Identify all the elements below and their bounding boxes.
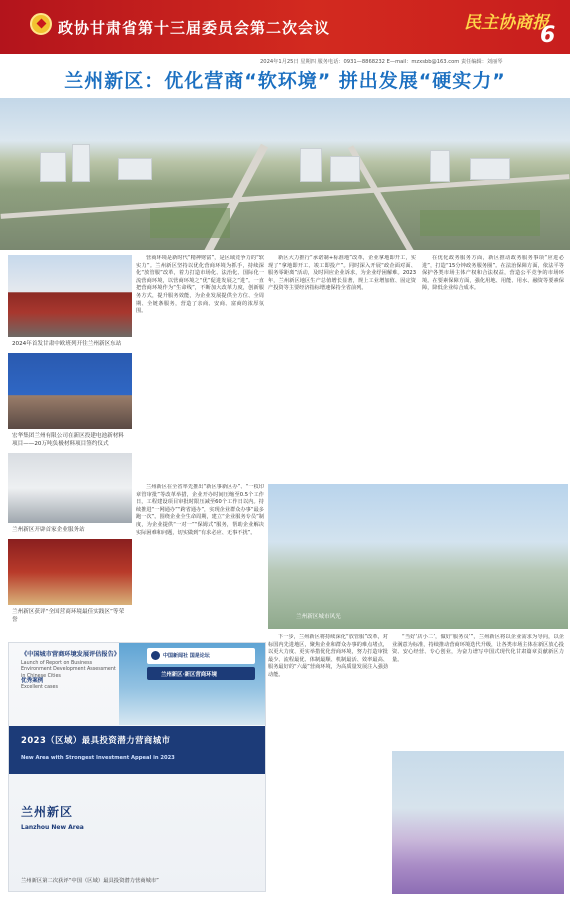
photo-sidebar — [8, 255, 132, 629]
article-column-1b: 兰州新区在全省率先推出“新区事新区办”、“一枚印章管审批”等改革举措，企业开办时间压缩至0.5个工作日，工程建设项目审批时限压减至60个工作日以内。持续推进“一网通办”“跨省通办”，实现企业群众办事“最多跑一次”。围绕企业全生命周期，建立“企业服务专员”制度，为企业提供“一对一”“保姆式”服务，帮助企业解决实际困难和问题，切实做到“有求必应、无事不扰”。 — [136, 484, 264, 536]
ad-report-title: 《中国城市营商环境发展评估报告》 — [21, 651, 120, 658]
flower-field-photo — [392, 751, 564, 894]
award-advertisement — [8, 642, 266, 892]
caption-signing: 宏华集团兰州有限公司在新区投建电池新材料项目——20万吨负极材料项目签约仪式 — [12, 433, 124, 447]
ad-logo-lanzhou: 兰州新区·新区营商环境 — [147, 667, 255, 680]
ad-area-name: 兰州新区 — [21, 805, 74, 819]
ad-logo-news: 中国新闻社 国是论坛 — [147, 648, 255, 664]
article-column-2: 新区大力推行“承诺制+标准地”改革，企业拿地即开工，实现了“拿地即开工、竣工即投产”。同时深入开展“政企面对面、服务零距离”活动，及时回应企业诉求，为企业纾困解难。2023年，兰州新区地区生产总值增长显著，规上工业增加值、固定资产投资等主要经济指标增速保持全省前列。 — [268, 255, 416, 292]
award-photo — [8, 539, 132, 605]
article-column-5: “当好‘店小二’，做好‘服务员’”，兰州新区将以企业需求为导向，以企业满意为标准，持续推动营商环境迭代升级，让各类市场主体在新区放心投资、安心经营、专心创业，为奋力谱写中国式现代化甘肃篇章贡献新区力量。 — [392, 634, 564, 663]
ad-footnote: 兰州新区第二次获评“中国（区域）最具投资潜力营商城市” — [21, 878, 159, 884]
city-skyline-photo — [268, 484, 568, 629]
article-column-3: 在优化政务服务方面，新区推动政务服务事项“应进必进”，打造“15分钟政务服务圈”。在法治保障方面，依法平等保护各类市场主体产权和合法权益，营造公平竞争的市场环境。在要素保障方面，强化用地、用能、用水、融资等要素保障，降低企业综合成本。 — [422, 255, 564, 292]
page-headline: 兰州新区：优化营商“软环境” 拼出发展“硬实力” — [64, 70, 506, 92]
article-column-4: 下一步，兰州新区将持续深化“放管服”改革，对标国内先进地区，聚焦企业和群众办事的难点堵点，以更大力度、更实举措优化营商环境，努力打造审批最少、流程最优、体制最顺、机制最活、效率最高、服务最好的“六最”营商环境，为高质量发展注入强劲动能。 — [268, 634, 388, 678]
masthead-title: 政协甘肃省第十三届委员会第二次会议 — [58, 19, 331, 37]
caption-service-station: 兰州新区开辟首家企业服务站 — [12, 527, 85, 533]
signing-ceremony-photo — [8, 353, 132, 429]
ad-award-english: New Area with Strongest Investment Appeal in 2023 — [21, 755, 175, 761]
service-station-photo — [8, 453, 132, 523]
article-column-1: 营商环境是新时代“精神财富”，是区域竞争力的“软实力”。兰州新区坚持以优化营商环境为抓手，持续深化“放管服”改革，着力打造市场化、法治化、国际化一流营商环境，以营商环境之“优”促进发展之“进”。一直把营商环境作为“生命线”，不断加大改革力度，创新服务方式，提升服务效能，为企业发展提供全方位、全周期、全链条服务，营造了亲商、安商、富商的浓厚氛围。 — [136, 255, 264, 315]
page-number: 6 — [540, 23, 556, 48]
ad-case-label: 优秀案例 — [21, 678, 44, 684]
newspaper-brand: 民主协商报 — [464, 13, 549, 33]
issue-info-line: 2024年1月25日 星期四 服务电话：0931—8868232 E—mail：mzxsbb@163.com 责任编辑：刘丽琴 — [260, 59, 503, 65]
caption-train: 2024年首发甘肃中欧班列开往兰州新区东站 — [12, 341, 122, 347]
freight-train-photo — [8, 255, 132, 337]
ad-case-english: Excellent cases — [21, 685, 58, 690]
cppcc-emblem-icon — [30, 13, 52, 35]
ad-report-english: Launch of Report on Business Environment Development Assessment in Chinese Cities — [21, 661, 116, 679]
caption-award: 兰州新区获评“全国营商环境最佳实践区”等荣誉 — [12, 609, 125, 623]
ad-area-pinyin: Lanzhou New Area — [21, 824, 84, 831]
masthead — [0, 0, 570, 54]
ad-award-title: 2023（区域）最具投资潜力营商城市 — [21, 735, 171, 745]
aerial-city-photo — [0, 98, 570, 250]
caption-city: 兰州新区城市风光 — [296, 614, 341, 620]
news-logo-icon — [151, 651, 160, 660]
